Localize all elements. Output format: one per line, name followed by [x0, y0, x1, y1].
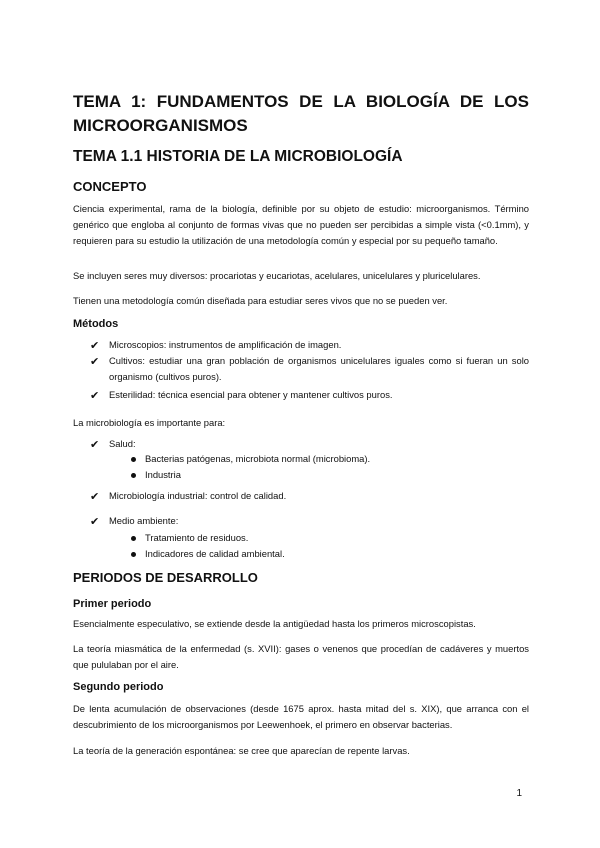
concepto-paragraph-2: Se incluyen seres muy diversos: procariotas y eucariotas, acelulares, unicelulares y pluricelulares.	[73, 270, 481, 281]
check-mark-icon: ✔	[90, 390, 100, 402]
segundo-periodo-paragraph-1: De lenta acumulación de observaciones (desde 1675 aprox. hasta mitad del s. XIX), que arranca con el descubrimiento de los microorganismos por Leewenhoek, el primero en observar bacterias.	[73, 703, 529, 730]
bullet-dot-icon	[131, 536, 136, 541]
ambiente-sub-item: Tratamiento de residuos.	[145, 532, 249, 543]
title-line-2: MICROORGANISMOS	[73, 116, 248, 135]
importancia-intro: La microbiología es importante para:	[73, 417, 226, 428]
section-title: TEMA 1.1 HISTORIA DE LA MICROBIOLOGÍA	[73, 148, 403, 165]
metodos-item: Microscopios: instrumentos de amplificación de imagen.	[109, 339, 342, 350]
metodos-item: Cultivos: estudiar una gran población de organismos unicelulares iguales como si fueran un solo organismo (cultivos puros).	[109, 355, 529, 382]
salud-sub-item: Industria	[145, 469, 181, 480]
salud-label: Salud:	[109, 438, 136, 449]
page-number: 1	[516, 788, 522, 799]
primer-periodo-heading: Primer periodo	[73, 598, 152, 610]
salud-sub-item: Bacterias patógenas, microbiota normal (microbioma).	[145, 453, 371, 464]
primer-periodo-paragraph-2: La teoría miasmática de la enfermedad (s. XVII): gases o venenos que procedían de cadáveres y muertos que pululaban por el aire.	[73, 643, 529, 670]
concepto-paragraph-3: Tienen una metodología común diseñada para estudiar seres vivos que no se pueden ver.	[73, 295, 448, 306]
ambiente-sub-item: Indicadores de calidad ambiental.	[145, 548, 285, 559]
document-title	[73, 90, 529, 138]
bullet-dot-icon	[131, 457, 136, 462]
segundo-periodo-paragraph-2: La teoría de la generación espontánea: se cree que aparecían de repente larvas.	[73, 745, 410, 756]
segundo-periodo-heading: Segundo periodo	[73, 681, 164, 693]
check-mark-icon: ✔	[90, 356, 100, 368]
concepto-heading: CONCEPTO	[73, 179, 147, 194]
bullet-dot-icon	[131, 552, 136, 557]
check-mark-icon: ✔	[90, 439, 100, 451]
check-mark-icon: ✔	[90, 491, 100, 503]
primer-periodo-paragraph-1: Esencialmente especulativo, se extiende desde la antigüedad hasta los primeros microscopistas.	[73, 618, 476, 629]
check-mark-icon: ✔	[90, 340, 100, 352]
industrial-item: Microbiología industrial: control de calidad.	[109, 490, 287, 501]
ambiente-label: Medio ambiente:	[109, 515, 179, 526]
metodos-heading: Métodos	[73, 318, 119, 330]
title-line-1: TEMA 1: FUNDAMENTOS DE LA BIOLOGÍA DE LOS	[73, 92, 529, 111]
check-mark-icon: ✔	[90, 516, 100, 528]
metodos-item: Esterilidad: técnica esencial para obtener y mantener cultivos puros.	[109, 389, 393, 400]
concepto-paragraph-1: Ciencia experimental, rama de la biología, definible por su objeto de estudio: microorganismos. Término genérico que engloba al conjunto de formas vivas que no pueden ser percibidas a simple vista (<0.1mm), y requieren para su estudio la utilización de una metodología común y especial por su pequeño tamaño.	[73, 203, 529, 246]
bullet-dot-icon	[131, 473, 136, 478]
periodos-heading: PERIODOS DE DESARROLLO	[73, 570, 258, 585]
